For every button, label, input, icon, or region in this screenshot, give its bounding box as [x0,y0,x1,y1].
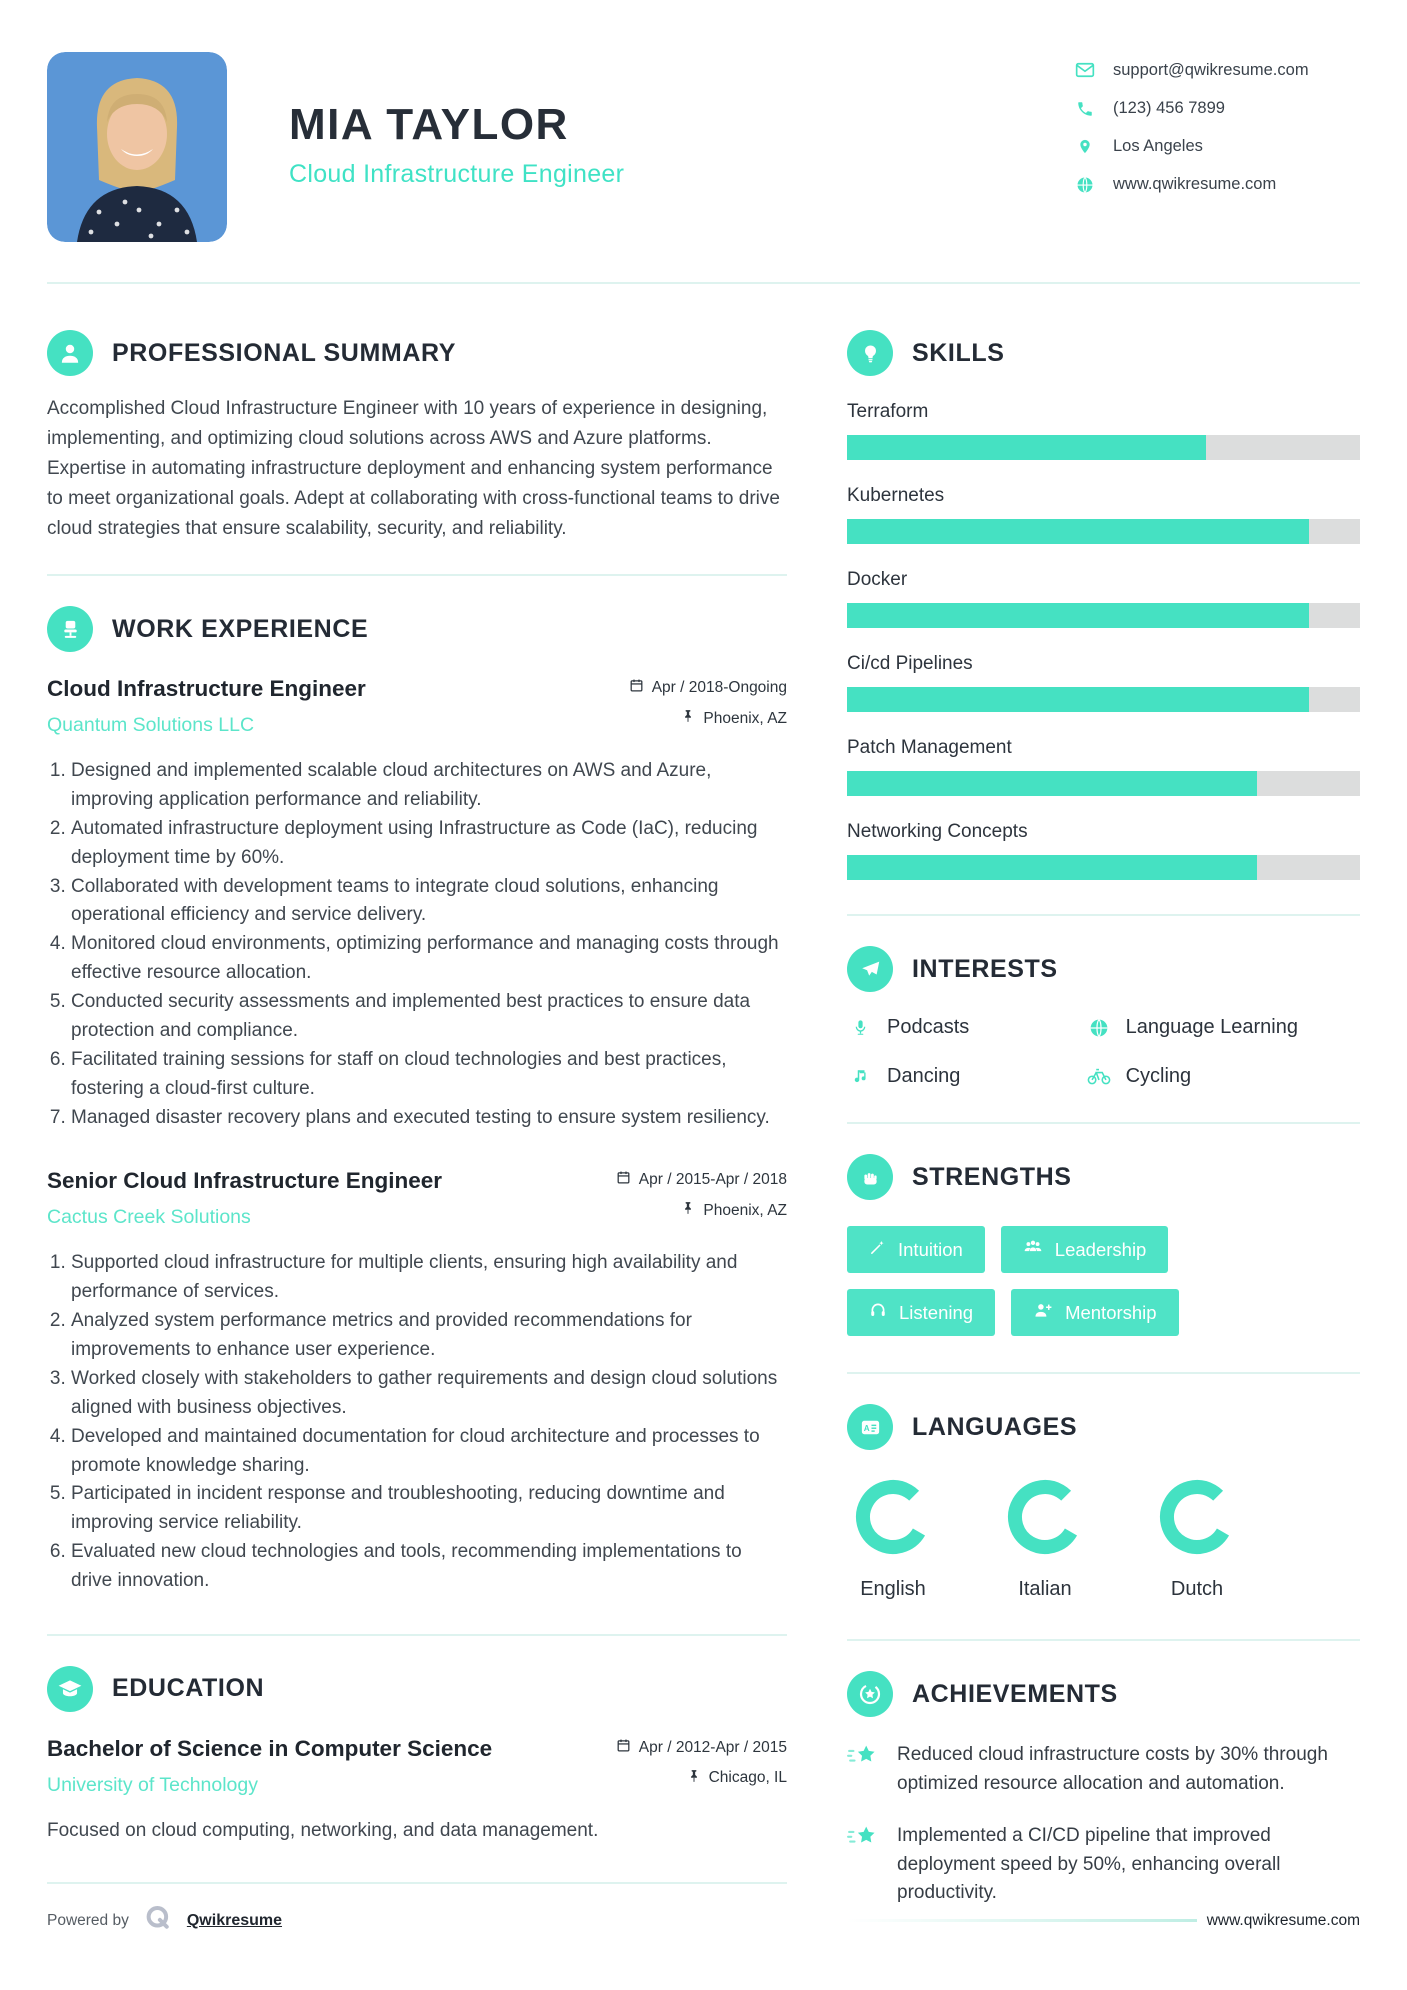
headphones-icon [869,1301,887,1324]
skill-bar [847,687,1360,712]
paper-plane-icon [847,946,893,992]
section-divider [847,1639,1360,1641]
strengths-section-header [847,1154,1360,1200]
user-plus-icon [1033,1300,1053,1325]
music-note-icon [847,1068,873,1086]
degree-title: Bachelor of Science in Computer Science [47,1735,493,1761]
strength-badge: Leadership [1001,1226,1169,1273]
contact-phone-text: (123) 456 7899 [1113,99,1225,117]
users-icon [1023,1237,1043,1262]
fist-icon [847,1154,893,1200]
header-divider [47,282,1360,284]
job-location: Phoenix, AZ [681,1201,787,1220]
qwikresume-logo-icon [143,1903,173,1938]
footer [47,1903,1360,1938]
summary-text: Accomplished Cloud Infrastructure Engineer with 10 years of experience in designing, implementing, and optimizing cloud solutions across AWS and Azure platforms. Expertise in automating infrastructure deployment and enhancing system performance to meet organizational goals. Adept at collaborating with cross-functional teams to drive cloud strategies that ensure scalability, security, and reliability. [47,398,780,540]
education-date: Apr / 2012-Apr / 2015 [616,1738,787,1758]
user-icon [47,330,93,376]
contact-block [1075,52,1360,194]
job-entry [47,676,787,1132]
strengths-list [847,1226,1267,1336]
achievements-list [847,1741,1360,1908]
footer-gradient-line [847,1919,1197,1922]
wand-icon [869,1239,886,1261]
globe-icon [1086,1018,1112,1038]
contact-location [1075,137,1360,156]
section-divider [47,1634,787,1636]
candidate-name: MIA TAYLOR [289,100,569,149]
school-name: University of Technology [47,1773,258,1796]
contact-website[interactable] [1075,175,1360,194]
education-section-header [47,1666,787,1712]
footer-website-row [847,1912,1360,1930]
language-item: English [847,1478,939,1601]
work-heading: WORK EXPERIENCE [112,614,369,643]
job-bullet: 3. Worked closely with stakeholders to gather requirements and design cloud solutions aligned with business objectives. [71,1365,787,1423]
contact-location-text: Los Angeles [1113,137,1203,155]
calendar-icon [616,1738,631,1758]
work-section-header [47,606,787,652]
job-bullet: 7. Managed disaster recovery plans and executed testing to ensure system resiliency. [71,1104,787,1133]
job-entry [47,1168,787,1596]
identity-block [289,52,624,189]
pushpin-icon [681,709,695,728]
skill-bar [847,771,1360,796]
skill-bar [847,603,1360,628]
education-heading: EDUCATION [112,1674,265,1703]
job-company: Quantum Solutions LLC [47,714,255,737]
education-location: Chicago, IL [687,1769,787,1788]
microphone-icon [847,1019,873,1036]
shooting-star-icon [847,1822,881,1908]
skill-item: Ci/cd Pipelines [847,653,1360,712]
strength-badge: Mentorship [1011,1289,1179,1336]
skill-item: Terraform [847,401,1360,460]
achievement-item: Implemented a CI/CD pipeline that improved deployment speed by 50%, enhancing overall productivity. [847,1822,1360,1908]
achievements-heading: ACHIEVEMENTS [912,1679,1118,1708]
job-bullet: 6. Evaluated new cloud technologies and tools, recommending implementations to drive innovation. [71,1538,787,1596]
achievements-section-header [847,1671,1360,1717]
job-bullet: 2. Analyzed system performance metrics and provided recommendations for improvements to enhance user experience. [71,1307,787,1365]
language-ring [854,1478,932,1556]
job-bullet: 3. Collaborated with development teams to integrate cloud solutions, enhancing operational efficiency and service delivery. [71,873,787,931]
skill-bar [847,435,1360,460]
section-divider [847,914,1360,916]
job-date: Apr / 2018-Ongoing [629,678,787,698]
job-bullet: 2. Automated infrastructure deployment using Infrastructure as Code (IaC), reducing deployment time by 60%. [71,815,787,873]
job-date: Apr / 2015-Apr / 2018 [616,1170,787,1190]
footer-website-url[interactable]: www.qwikresume.com [1206,1911,1360,1929]
skills-list [847,401,1360,880]
globe-icon [1075,176,1095,194]
job-bullet: 5. Participated in incident response and troubleshooting, reducing downtime and improving service reliability. [71,1480,787,1538]
job-bullet-list [47,1249,787,1596]
interests-section-header [847,946,1360,992]
interest-item: Language Learning [1086,1016,1360,1039]
section-divider [847,1122,1360,1124]
job-bullet: 5. Conducted security assessments and implemented best practices to ensure data protection and compliance. [71,988,787,1046]
phone-icon [1075,100,1095,118]
translate-icon [847,1404,893,1450]
section-divider [847,1372,1360,1374]
job-bullet: 1. Designed and implemented scalable cloud architectures on AWS and Azure, improving application performance and reliability. [71,757,787,815]
envelope-icon [1075,60,1095,80]
job-location: Phoenix, AZ [681,709,787,728]
job-bullet: 4. Monitored cloud environments, optimizing performance and managing costs through effective resource allocation. [71,930,787,988]
interest-item: Dancing [847,1065,1086,1088]
contact-email-text: support@qwikresume.com [1113,60,1309,79]
skill-item: Patch Management [847,737,1360,796]
language-item: Dutch [1151,1478,1243,1601]
interest-item: Cycling [1086,1065,1360,1088]
achievement-item: Reduced cloud infrastructure costs by 30% through optimized resource allocation and automation. [847,1741,1360,1798]
profile-photo-illustration [47,52,227,242]
section-divider [47,1882,787,1884]
job-bullet: 1. Supported cloud infrastructure for multiple clients, ensuring high availability and performance of services. [71,1249,787,1307]
skills-heading: SKILLS [912,338,1005,367]
contact-phone [1075,99,1360,118]
languages-heading: LANGUAGES [912,1412,1078,1441]
job-title: Senior Cloud Infrastructure Engineer [47,1168,443,1194]
candidate-title: Cloud Infrastructure Engineer [289,160,625,188]
calendar-icon [629,678,644,698]
job-title: Cloud Infrastructure Engineer [47,676,366,702]
calendar-icon [616,1170,631,1190]
skills-section-header [847,330,1360,376]
graduation-cap-icon [47,1666,93,1712]
interests-list [847,1016,1360,1088]
pushpin-icon [687,1769,701,1788]
skill-bar [847,855,1360,880]
qwikresume-link[interactable]: Qwikresume [186,1911,283,1929]
shooting-star-icon [847,1741,881,1798]
strength-badge: Intuition [847,1226,985,1273]
strength-badge: Listening [847,1289,995,1336]
office-chair-icon [47,606,93,652]
left-column [47,330,787,1914]
languages-section-header [847,1404,1360,1450]
pushpin-icon [681,1201,695,1220]
summary-heading: PROFESSIONAL SUMMARY [112,338,456,367]
education-detail: Focused on cloud computing, networking, and data management. [47,1819,599,1841]
language-item: Italian [999,1478,1091,1601]
profile-photo [47,52,227,242]
contact-website-text: www.qwikresume.com [1113,175,1277,193]
section-divider [47,574,787,576]
language-ring [1006,1478,1084,1556]
strengths-heading: STRENGTHS [912,1162,1072,1191]
job-bullet: 4. Developed and maintained documentation for cloud architecture and processes to promote knowledge sharing. [71,1423,787,1481]
skill-bar [847,519,1360,544]
interests-heading: INTERESTS [912,954,1058,983]
job-bullet: 6. Facilitated training sessions for staff on cloud technologies and best practices, fostering a cloud-first culture. [71,1046,787,1104]
skill-item: Kubernetes [847,485,1360,544]
lightbulb-icon [847,330,893,376]
svg-text:A: A [863,1423,870,1433]
skill-item: Networking Concepts [847,821,1360,880]
education-entry [47,1736,787,1846]
skill-item: Docker [847,569,1360,628]
language-ring [1158,1478,1236,1556]
right-column [847,330,1360,1914]
contact-email[interactable] [1075,60,1360,80]
job-company: Cactus Creek Solutions [47,1206,251,1229]
languages-list [847,1478,1360,1601]
bicycle-icon [1086,1067,1112,1085]
interest-item: Podcasts [847,1016,1086,1039]
summary-section-header [47,330,787,376]
header [47,0,1360,242]
job-bullet-list [47,757,787,1132]
medal-star-icon [847,1671,893,1717]
powered-by: Powered by Qwikresume [47,1903,787,1938]
location-pin-icon [1075,137,1095,156]
